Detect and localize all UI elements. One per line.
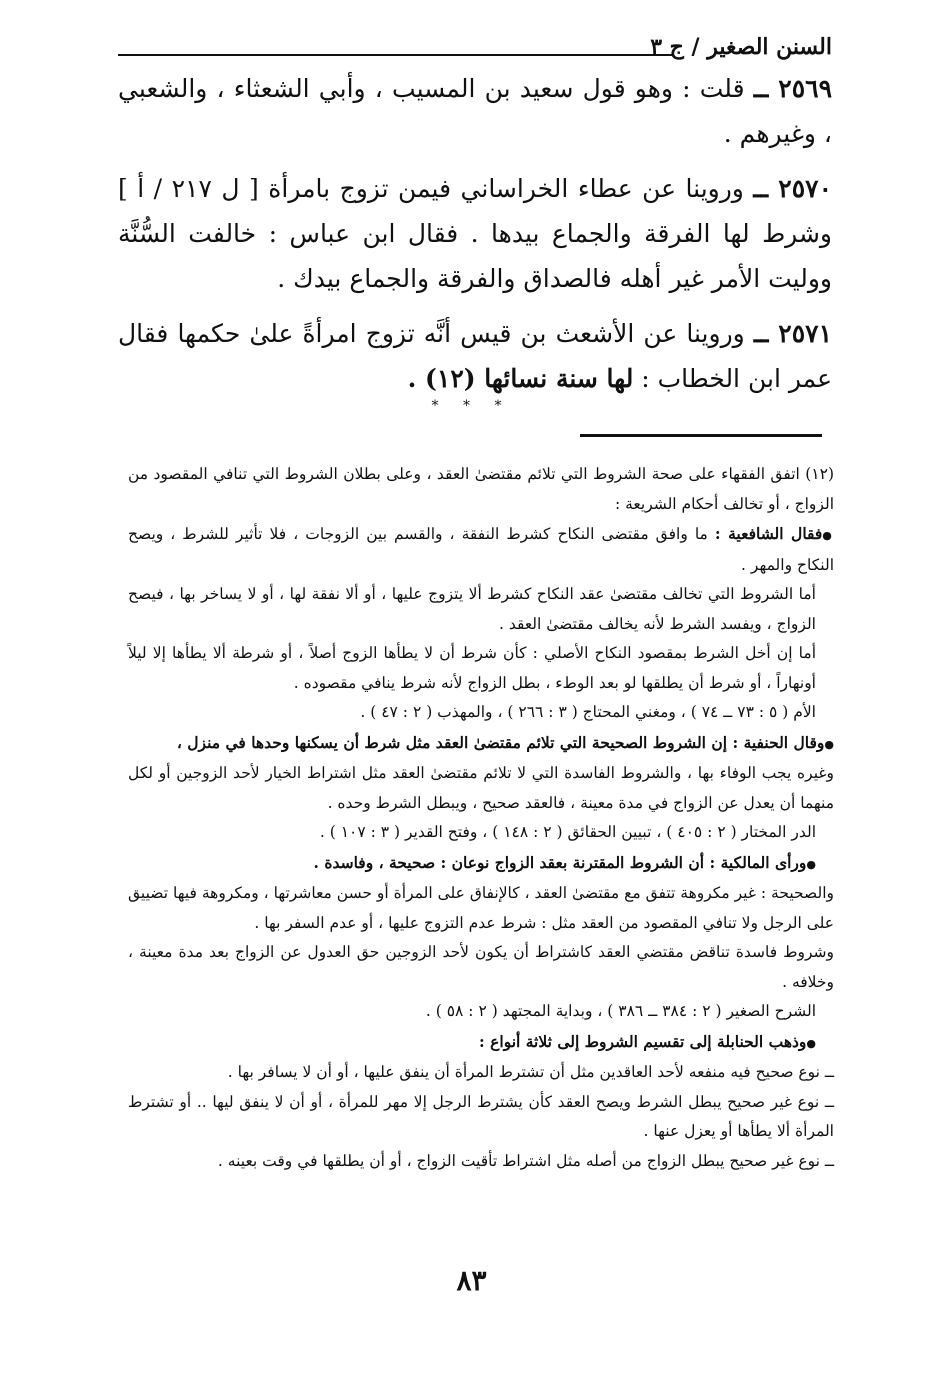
footnote-hanafi-refs: الدر المختار ( ٢ : ٤٠٥ ) ، تبيين الحقائق ( ٢ : ١٤٨ ) ، وفتح القدير ( ٣ : ١٠٧ ) . xyxy=(319,823,816,841)
footnote-hanafi-lead: ● وقال الحنفية : إن الشروط الصحيحة التي تلائم مقتضىٰ العقد مثل شرط أن يسكنها وحدها في منزل ، xyxy=(128,728,834,760)
footnote-intro: (١٢) اتفق الفقهاء على صحة الشروط التي تلائم مقتضىٰ العقد ، وعلى بطلان الشروط التي تنافي المقصود من الزواج ، أو تخالف أحكام الشريعة : xyxy=(128,465,834,513)
footnote-maliki-p2: وشروط فاسدة تناقض مقتضي العقد كاشتراط أن يكون لأحد الزوجين حق العدول عن الزواج بعد مدة معينة ، وخلافه . xyxy=(128,943,834,991)
footnote-hanbali-lead: ● وذهب الحنابلة إلى تقسيم الشروط إلى ثلاثة أنواع : xyxy=(128,1027,834,1059)
footnote xyxy=(128,460,834,1176)
footnote-hanafi-text: وغيره يجب الوفاء بها ، والشروط الفاسدة التي لا تلائم مقتضىٰ العقد مثل اشتراط الخيار لأحد الزوجين أو لكل منهما أن يعدل عن الزواج في مدة معينة ، فالعقد صحيح ، ويبطل الشرط وحده . xyxy=(128,764,834,812)
main-text xyxy=(118,66,832,411)
footnote-hanbali-item-2: ــ نوع غير صحيح يبطل الشرط ويصح العقد كأن يشترط الرجل إلا مهر للمرأة ، أو أن لا ينفق ليها .. أو تشترط المرأة ألا يطأها أو يعزل عنها . xyxy=(128,1092,834,1140)
page-number: ٨٣ xyxy=(456,1264,487,1297)
footnote-maliki-p1: والصحيحة : غير مكروهة تتفق مع مقتضىٰ العقد ، كالإنفاق على المرأة أو حسن معاشرتها ، ومكروهة فيها تضييق على الرجل ولا تنافي المقصود من العقد مثل : شرط عدم التزوج عليها ، أو عدم السفر بها . xyxy=(128,884,834,932)
hadith-2571 xyxy=(118,311,832,401)
footnote-rule xyxy=(580,434,822,437)
hadith-text: وروينا عن الأشعث بن قيس أنَّه تزوج امرأةً علىٰ حكمها فقال عمر ابن الخطاب : xyxy=(118,319,832,393)
footnote-hanbali-item-1: ــ نوع صحيح فيه منفعه لأحد العاقدين مثل أن تشترط المرأة أن ينفق عليها ، أو أن لا يسافر بها . xyxy=(227,1063,834,1081)
footnote-shafii-refs: الأم ( ٥ : ٧٣ ــ ٧٤ ) ، ومغني المحتاج ( ٣ : ٢٦٦ ) ، والمهذب ( ٢ : ٤٧ ) . xyxy=(360,703,816,721)
section-separator: * * * xyxy=(431,398,512,414)
header-rule xyxy=(118,54,672,56)
hadith-2569 xyxy=(118,66,832,156)
footnote-shafii xyxy=(128,519,834,580)
hadith-2570 xyxy=(118,166,832,301)
running-header xyxy=(118,34,832,66)
shafii-lead: ● فقال الشافعية : xyxy=(715,524,834,543)
hadith-number: ٢٥٧٠ ــ xyxy=(753,174,833,203)
shafii-text: ما وافق مقتضى النكاح كشرط النفقة ، والقسم بين الزوجات ، فلا تأثير للشرط ، ويصح النكاح والمهر . xyxy=(128,525,834,574)
footnote-maliki-lead: ● ورأى المالكية : أن الشروط المقترنة بعقد الزواج نوعان : صحيحة ، وفاسدة . xyxy=(128,848,834,880)
footnote-maliki-refs: الشرح الصغير ( ٢ : ٣٨٤ ــ ٣٨٦ ) ، وبداية المجتهد ( ٢ : ٥٨ ) . xyxy=(425,1002,816,1020)
footnote-shafii-p3: أما إن أخل الشرط بمقصود النكاح الأصلي : كأن شرط أن لا يطأها الزوج أصلاً ، أو شرطة ألا يطأها إلا ليلاً أونهاراً ، أو شرط أن يطلقها لو بعد الوطء ، بطل الزواج لأنه شرط ينافي مقصوده . xyxy=(128,644,816,692)
hadith-number: ٢٥٧١ ــ xyxy=(753,319,832,348)
hadith-text: وروينا عن عطاء الخراساني فيمن تزوج بامرأة [ ل ٢١٧ / أ ] وشرط لها الفرقة والجماع بيدها . فقال ابن عباس : خالفت السُّنَّة ووليت الأمر غير أهله فالصداق والفرقة والجماع بيدك . xyxy=(118,174,832,293)
hadith-emphasis: لها سنة نسائها (١٢) . xyxy=(407,364,634,393)
footnote-shafii-p2: أما الشروط التي تخالف مقتضىٰ عقد النكاح كشرط ألا يتزوج عليها ، أو ألا نفقة لها ، أو لا يساخر بها ، فيصح الزواج ، ويفسد الشرط لأنه يخالف مقتضىٰ العقد . xyxy=(128,585,816,633)
footnote-hanbali-item-3: ــ نوع غير صحيح يبطل الزواج من أصله مثل اشتراط تأقيت الزواج ، أو أن يطلقها في وقت بعينه . xyxy=(217,1151,834,1170)
hadith-number: ٢٥٦٩ ــ xyxy=(753,74,832,103)
hadith-text: قلت : وهو قول سعيد بن المسيب ، وأبي الشعثاء ، والشعبي ، وغيرهم . xyxy=(118,74,832,148)
header-title: السنن الصغير / ج ٣ xyxy=(650,34,832,60)
